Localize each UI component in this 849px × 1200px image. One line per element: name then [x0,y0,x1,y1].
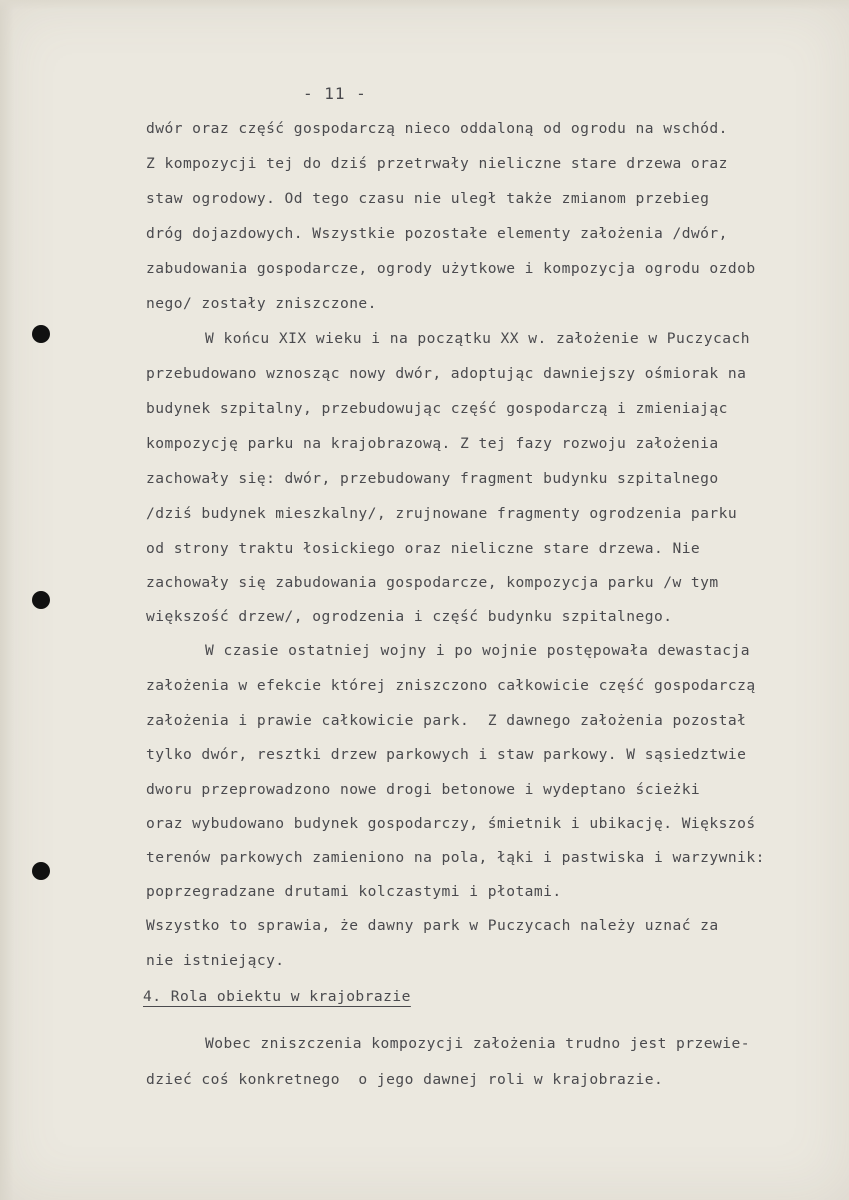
text-line: nie istniejący. [146,952,285,969]
text-line: oraz wybudowano budynek gospodarczy, śmietnik i ubikację. Większoś [146,815,756,832]
text-line: zachowały się zabudowania gospodarcze, kompozycja parku /w tym [146,574,719,591]
text-line: Wszystko to sprawia, że dawny park w Puczycach należy uznać za [146,917,719,934]
text-line: Z kompozycji tej do dziś przetrwały nieliczne stare drzewa oraz [146,155,728,172]
text-line: budynek szpitalny, przebudowując część gospodarczą i zmieniając [146,400,728,417]
text-line: zachowały się: dwór, przebudowany fragment budynku szpitalnego [146,470,719,487]
text-line: zabudowania gospodarcze, ogrody użytkowe i kompozycja ogrodu ozdob [146,260,756,277]
text-line: tylko dwór, resztki drzew parkowych i staw parkowy. W sąsiedztwie [146,746,747,763]
section-heading: 4. Rola obiektu w krajobrazie [143,988,411,1005]
text-line: poprzegradzane drutami kolczastymi i płotami. [146,883,562,900]
text-line: założenia w efekcie której zniszczono całkowicie część gospodarczą [146,677,756,694]
text-line: staw ogrodowy. Od tego czasu nie uległ także zmianom przebieg [146,190,710,207]
text-line: dwór oraz część gospodarczą nieco oddaloną od ogrodu na wschód. [146,120,728,137]
text-line: założenia i prawie całkowicie park. Z dawnego założenia pozostał [146,712,747,729]
text-line: W czasie ostatniej wojny i po wojnie postępowała dewastacja [205,642,750,659]
text-line: kompozycję parku na krajobrazową. Z tej fazy rozwoju założenia [146,435,719,452]
text-line: /dziś budynek mieszkalny/, zrujnowane fragmenty ogrodzenia parku [146,505,738,522]
text-line: od strony traktu łosickiego oraz nieliczne stare drzewa. Nie [146,540,701,557]
punch-hole [32,862,50,880]
punch-hole [32,325,50,343]
text-line: terenów parkowych zamieniono na pola, łąki i pastwiska i warzywnik: [146,849,765,866]
page-number: - 11 - [303,84,367,103]
text-line: większość drzew/, ogrodzenia i część budynku szpitalnego. [146,608,673,625]
text-line: przebudowano wznosząc nowy dwór, adoptując dawniejszy ośmiorak na [146,365,747,382]
text-line: dzieć coś konkretnego o jego dawnej roli w krajobrazie. [146,1071,664,1088]
text-line: dróg dojazdowych. Wszystkie pozostałe elementy założenia /dwór, [146,225,728,242]
page-top-shadow [0,0,849,10]
punch-hole [32,591,50,609]
page-edge-shadow [0,0,14,1200]
text-line: nego/ zostały zniszczone. [146,295,377,312]
text-line: W końcu XIX wieku i na początku XX w. założenie w Puczycach [205,330,750,347]
text-line: Wobec zniszczenia kompozycji założenia trudno jest przewie- [205,1035,750,1052]
text-line: dworu przeprowadzono nowe drogi betonowe i wydeptano ścieżki [146,781,701,798]
